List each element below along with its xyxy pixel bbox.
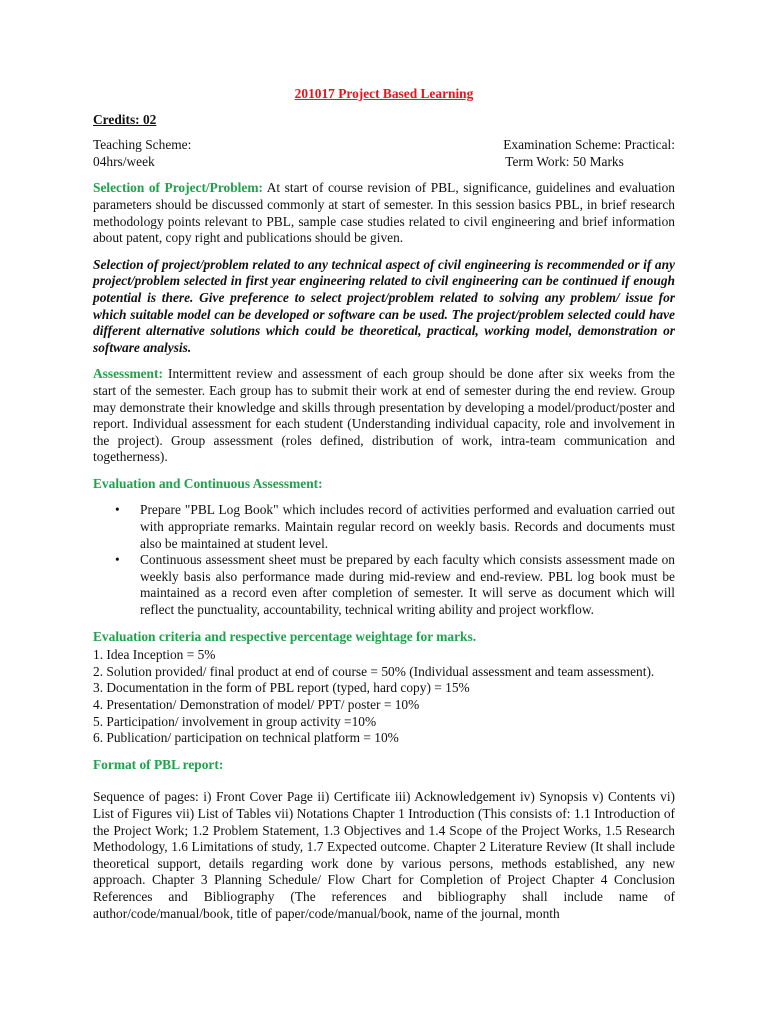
list-item: 6. Publication/ participation on technical platform = 10% (93, 730, 399, 746)
course-title: 201017 Project Based Learning (294, 86, 474, 101)
credits-label: Credits: 02 (93, 111, 157, 127)
assessment-heading: Assessment: (93, 366, 163, 382)
list-item: 3. Documentation in the form of PBL report (typed, hard copy) = 15% (93, 680, 470, 696)
exam-scheme-label: Examination Scheme: Practical: (503, 137, 675, 153)
list-item: 2. Solution provided/ final product at end of course = 50% (Individual assessment and team assessment). (93, 663, 655, 679)
assessment-paragraph (93, 366, 675, 466)
list-item: • Continuous assessment sheet must be prepared by each faculty which consists assessment made on weekly basis also performance made during mid-review and end-review. PBL log book must be maintained as a record even after completion of semester. It will serve as document which will reflect the punctuality, accountability, technical writing ability and project workflow. (140, 552, 675, 618)
evaluation-heading: Evaluation and Continuous Assessment: (93, 475, 323, 491)
format-heading: Format of PBL report: (93, 756, 224, 772)
criteria-list (93, 647, 675, 747)
selection-emphasis-paragraph: Selection of project/problem related to any technical aspect of civil engineering is recommended or if any project/problem selected in first year engineering related to civil engineering can be continued if enough potential is there. Give preference to select project/problem related to solving any problem/ issue for which suitable model can be developed or software can be used. The project/problem selected could have different alternative solutions which could be theoretical, practical, working model, demonstration or software analysis. (93, 256, 675, 355)
list-item: 1. Idea Inception = 5% (93, 647, 216, 663)
selection-paragraph (93, 180, 675, 246)
scheme-row (93, 137, 675, 170)
selection-text: At start of course revision of PBL, significance, guidelines and evaluation parameters should be discussed commonly at start of semester. In this session basics PBL, in brief research methodology points relevant to PBL, sample case studies related to civil engineering and brief information about patent, copy right and publications should be given. (93, 180, 675, 246)
teaching-scheme-label: Teaching Scheme: (93, 137, 192, 153)
list-item: • Prepare "PBL Log Book" which includes record of activities performed and evaluation carried out with appropriate remarks. Maintain regular record on weekly basis. Records and documents must also be maintained at student level. (140, 502, 675, 552)
teaching-scheme-value: 04hrs/week (93, 153, 155, 169)
examination-scheme (503, 137, 675, 170)
list-item: 5. Participation/ involvement in group activity =10% (93, 713, 377, 729)
format-paragraph: Sequence of pages: i) Front Cover Page ii) Certificate iii) Acknowledgement iv) Synopsis v) Contents vi) List of Figures vii) List of Tables vii) Notations Chapter 1 Introduction (This consists of: 1.1 Introduction of the Project Work; 1.2 Problem Statement, 1.3 Objectives and 1.4 Scope of the Project Works, 1.5 Research Methodology, 1.6 Limitations of study, 1.7 Expected outcome. Chapter 2 Literature Review (It shall include theoretical support, details regarding work done by various persons, methods established, any new approach. Chapter 3 Planning Schedule/ Flow Chart for Completion of Project Chapter 4 Conclusion References and Bibliography (The references and bibliography shall include name of author/code/manual/book, title of paper/code/manual/book, name of the journal, month (93, 789, 675, 921)
list-item: 4. Presentation/ Demonstration of model/ PPT/ poster = 10% (93, 697, 420, 712)
assessment-text: Intermittent review and assessment of each group should be done after six weeks from the start of the semester. Each group has to submit their work at end of semester during the end review. Group may demonstrate their knowledge and skills through presentation by developing a model/product/poster and report. Individual assessment for each student (Understanding individual capacity, role and involvement in the project). Group assessment (roles defined, distribution of work, intra-team communication and togetherness). (93, 366, 675, 465)
evaluation-list (93, 502, 675, 618)
teaching-scheme (93, 137, 191, 170)
criteria-heading: Evaluation criteria and respective percentage weightage for marks. (93, 628, 477, 644)
selection-heading: Selection of Project/Problem: (93, 180, 263, 196)
exam-scheme-value: Term Work: 50 Marks (505, 153, 624, 169)
